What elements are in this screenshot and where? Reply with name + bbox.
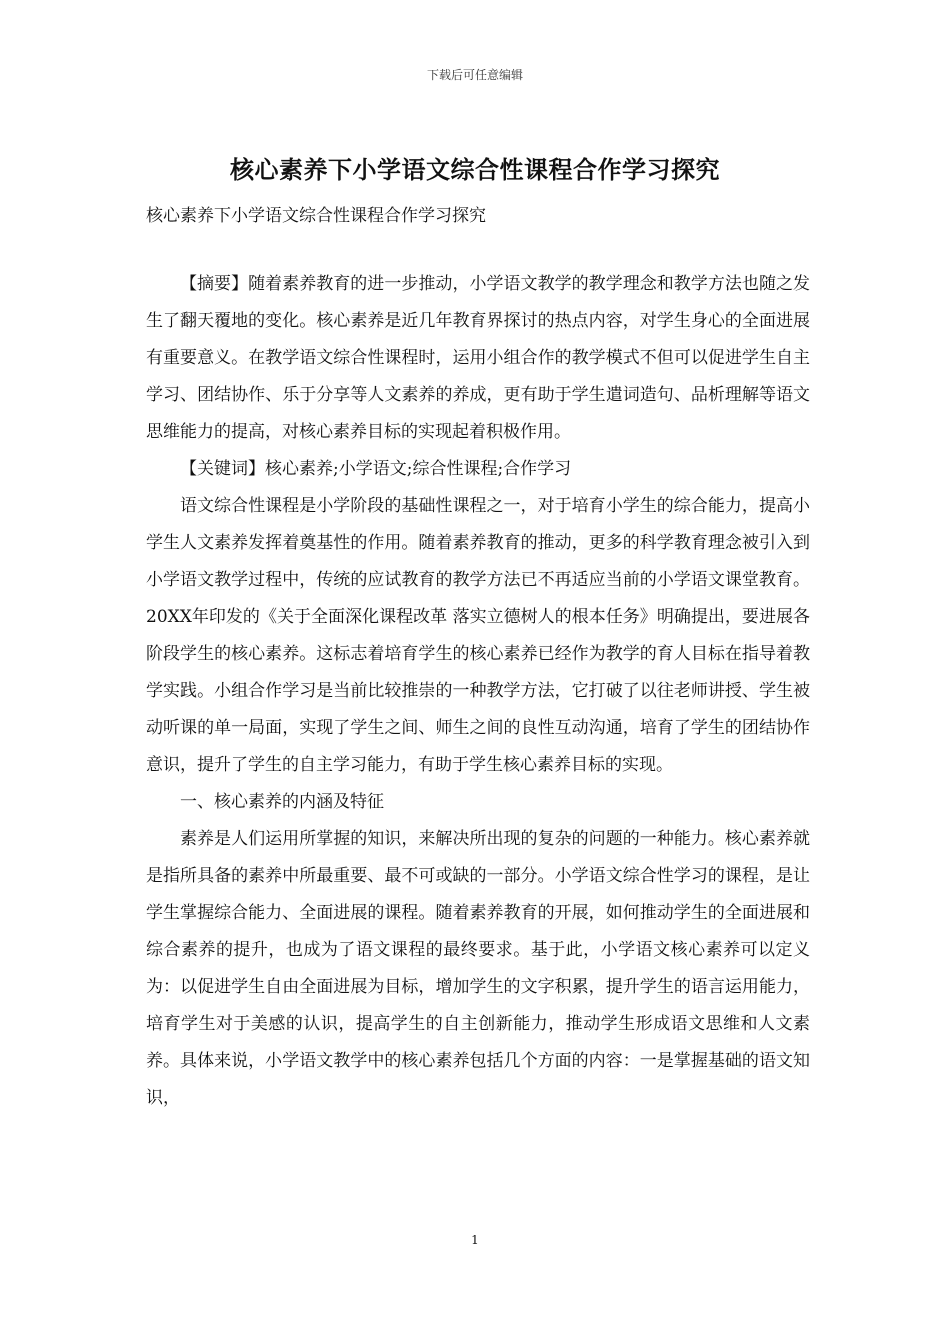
page-number: 1 — [471, 1233, 479, 1247]
header-note: 下载后可任意编辑 — [426, 68, 523, 82]
intro-paragraph: 语文综合性课程是小学阶段的基础性课程之一，对于培育小学生的综合能力，提高小学生人文素养发挥着奠基性的作用。随着素养教育的推动，更多的科学教育理念被引入到小学语文教学过程中，传统的应试教育的教学方法已不再适应当前的小学语文课堂教育。20XX年印发的《关于全面深化课程改革 落实立德树人的根本任务》明确提出，要进展各阶段学生的核心素养。这标志着培育学生的核心素养已经作为教学的育人目标在指导着教学实践。小组合作学习是当前比较推崇的一种教学方法，它打破了以往老师讲授、学生被动听课的单一局面，实现了学生之间、师生之间的良性互动沟通，培育了学生的团结协作意识，提升了学生的自主学习能力，有助于学生核心素养目标的实现。 — [146, 496, 810, 775]
document-subtitle: 核心素养下小学语文综合性课程合作学习探究 — [146, 206, 486, 226]
section-heading: 一、核心素养的内涵及特征 — [180, 792, 384, 812]
document-body — [146, 266, 810, 1117]
document-title: 核心素养下小学语文综合性课程合作学习探究 — [230, 155, 720, 184]
abstract-paragraph: 【摘要】随着素养教育的进一步推动，小学语文教学的教学理念和教学方法也随之发生了翻天覆地的变化。核心素养是近几年教育界探讨的热点内容，对学生身心的全面进展有重要意义。在教学语文综合性课程时，运用小组合作的教学模式不但可以促进学生自主学习、团结协作、乐于分享等人文素养的养成，更有助于学生遣词造句、品析理解等语文思维能力的提高，对核心素养目标的实现起着积极作用。 — [146, 274, 810, 442]
keywords-paragraph: 【关键词】核心素养;小学语文;综合性课程;合作学习 — [180, 459, 572, 479]
section-paragraph: 素养是人们运用所掌握的知识，来解决所出现的复杂的问题的一种能力。核心素养就是指所具备的素养中所最重要、最不可或缺的一部分。小学语文综合性学习的课程，是让学生掌握综合能力、全面进展的课程。随着素养教育的开展，如何推动学生的全面进展和综合素养的提升，也成为了语文课程的最终要求。基于此，小学语文核心素养可以定义为：以促进学生自由全面进展为目标，增加学生的文字积累，提升学生的语言运用能力，培育学生对于美感的认识，提高学生的自主创新能力，推动学生形成语文思维和人文素养。具体来说，小学语文教学中的核心素养包括几个方面的内容：一是掌握基础的语文知识， — [146, 829, 810, 1108]
